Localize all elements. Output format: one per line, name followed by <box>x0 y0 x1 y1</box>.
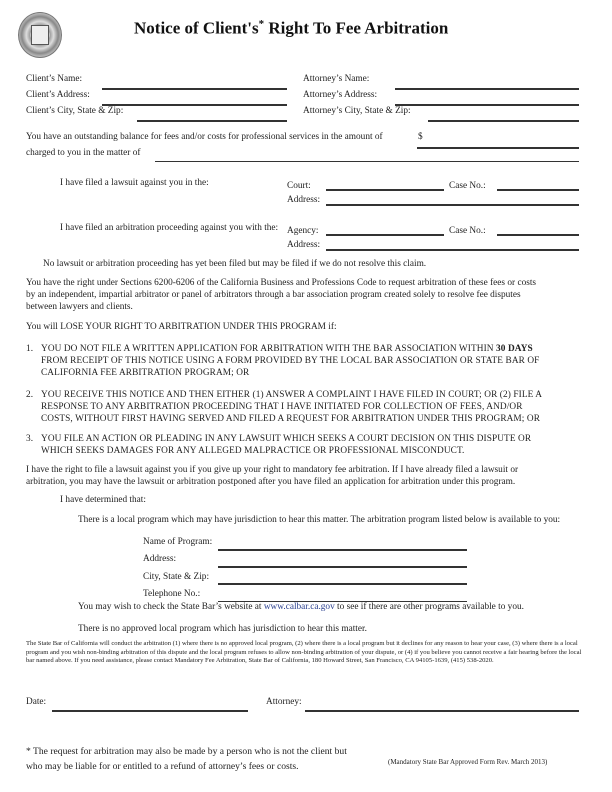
agency-address-label: Address: <box>287 240 321 250</box>
check-website-text <box>78 601 524 613</box>
agency-case-no-field[interactable] <box>497 234 579 236</box>
attorney-city-field[interactable] <box>428 120 579 122</box>
court-case-no-field[interactable] <box>497 189 579 191</box>
attorney-signature-field[interactable] <box>305 710 579 712</box>
attorney-city-label: Attorney’s City, State & Zip: <box>303 106 411 116</box>
lawsuit-right-line: arbitration, you may have the lawsuit or arbitration postponed after you have filed an application for arbitration under this program. <box>26 477 516 487</box>
client-name-label: Client’s Name: <box>26 74 83 84</box>
program-city-label: City, State & Zip: <box>143 572 210 582</box>
title-text: Notice of Client's <box>134 18 259 38</box>
court-label: Court: <box>287 181 311 191</box>
rights-line: by an independent, impartial arbitrator or panel of arbitrators through a bar association program created solely to resolve fee disputes <box>26 290 521 300</box>
client-address-label: Client’s Address: <box>26 90 90 100</box>
balance-text: You have an outstanding balance for fees and/or costs for professional services in the amount of <box>26 132 383 142</box>
program-name-field[interactable] <box>218 549 467 551</box>
client-city-label: Client’s City, State & Zip: <box>26 106 124 116</box>
form-revision: (Mandatory State Bar Approved Form Rev. March 2013) <box>388 758 548 766</box>
title-asterisk: * <box>258 18 265 30</box>
attorney-signature-label: Attorney: <box>266 697 302 707</box>
title-text-rest: Right To Fee Arbitration <box>264 18 449 38</box>
agency-field[interactable] <box>326 234 444 236</box>
lawsuit-filed-text: I have filed a lawsuit against you in the: <box>60 178 209 188</box>
agency-address-field[interactable] <box>326 249 579 251</box>
client-city-field[interactable] <box>137 120 287 122</box>
program-address-label: Address: <box>143 554 177 564</box>
dollar-sign: $ <box>418 132 423 142</box>
court-address-label: Address: <box>287 195 321 205</box>
footnote-line: * The request for arbitration may also be made by a person who is not the client but <box>26 746 347 757</box>
matter-field[interactable] <box>155 161 579 162</box>
condition-line: CALIFORNIA FEE ARBITRATION PROGRAM; OR <box>41 368 250 378</box>
condition-line: WHICH SEEKS DAMAGES FOR ANY ALLEGED MALPRACTICE OR PROFESSIONAL MISCONDUCT. <box>41 446 465 456</box>
arbitration-filed-text: I have filed an arbitration proceeding against you with the: <box>60 223 279 233</box>
condition-number: 2. <box>26 390 34 400</box>
no-lawsuit-text: No lawsuit or arbitration proceeding has yet been filed but may be filed if we do not resolve this claim. <box>43 259 427 269</box>
lose-right-heading: You will LOSE YOUR RIGHT TO ARBITRATION UNDER THIS PROGRAM if: <box>26 322 337 332</box>
local-program-text: There is a local program which may have jurisdiction to hear this matter. The arbitration program listed below is available to you: <box>78 515 561 525</box>
state-bar-seal-logo <box>18 12 62 58</box>
balance-amount-field[interactable] <box>417 147 579 149</box>
determined-heading: I have determined that: <box>60 495 146 505</box>
program-telephone-label: Telephone No.: <box>143 589 201 599</box>
program-name-label: Name of Program: <box>143 537 213 547</box>
court-field[interactable] <box>326 189 444 191</box>
attorney-address-label: Attorney’s Address: <box>303 90 378 100</box>
court-case-no-label: Case No.: <box>449 181 486 191</box>
program-address-field[interactable] <box>218 566 467 568</box>
court-address-field[interactable] <box>326 204 579 206</box>
program-city-field[interactable] <box>218 583 467 585</box>
no-local-program-text: There is no approved local program which has jurisdiction to hear this matter. <box>78 624 367 634</box>
rights-line: You have the right under Sections 6200-6206 of the California Business and Professions Code to request arbitration of these fees or costs <box>26 278 537 288</box>
condition-line <box>41 343 533 355</box>
check-website-post: to see if there are other programs available to you. <box>334 602 524 612</box>
calbar-website-link[interactable]: www.calbar.ca.gov <box>263 602 335 612</box>
date-field[interactable] <box>52 710 248 712</box>
date-label: Date: <box>26 697 47 707</box>
check-website-pre: You may wish to check the State Bar’s website at <box>78 602 264 612</box>
condition-number: 1. <box>26 344 34 354</box>
attorney-name-field[interactable] <box>395 88 579 90</box>
condition-line: YOU FILE AN ACTION OR PLEADING IN ANY LAWSUIT WHICH SEEKS A COURT DECISION ON THIS DISPUTE OR <box>41 434 532 444</box>
matter-label: charged to you in the matter of <box>26 148 141 158</box>
client-name-field[interactable] <box>102 88 287 90</box>
lawsuit-right-line: I have the right to file a lawsuit against you if you give up your right to mandatory fee arbitration. If I have already filed a lawsuit or <box>26 465 519 475</box>
condition-text: YOU DO NOT FILE A WRITTEN APPLICATION FOR ARBITRATION WITH THE BAR ASSOCIATION WITHIN <box>41 344 497 354</box>
condition-number: 3. <box>26 434 34 444</box>
agency-case-no-label: Case No.: <box>449 226 486 236</box>
client-address-field[interactable] <box>102 104 287 106</box>
condition-line: FROM RECEIPT OF THIS NOTICE USING A FORM PROVIDED BY THE LOCAL BAR ASSOCIATION OR STATE BAR OF <box>41 356 540 366</box>
page-title <box>134 18 449 38</box>
condition-line: YOU RECEIVE THIS NOTICE AND THEN EITHER (1) ANSWER A COMPLAINT I HAVE FILED IN COURT; OR (2) FILE A <box>41 390 543 400</box>
rights-line: between lawyers and clients. <box>26 302 133 312</box>
agency-label: Agency: <box>287 226 319 236</box>
condition-line: COSTS, WITHOUT FIRST HAVING SERVED AND FILED A REQUEST FOR ARBITRATION UNDER THIS PROGRAM; OR <box>41 414 541 424</box>
condition-line: RESPONSE TO ANY ARBITRATION PROCEEDING THAT I HAVE INITIATED FOR COLLECTION OF FEES, AND/OR <box>41 402 523 412</box>
state-bar-note: The State Bar of California will conduct the arbitration (1) where there is no approved local program, (2) where there is a local program but it declines for any reason to hear your case, (3) where there is a local program and you wish non-binding arbitration of this dispute and the local program refuses to allow non-binding arbitration of your dispute, or (4) if you believe you cannot receive a fair hearing before the local bar named above. If you need assistance, please contact Mandatory Fee Arbitration, State Bar of California, 180 Howard Street, San Francisco, CA 94105-1639, (415) 538-2020. <box>26 640 582 664</box>
attorney-name-label: Attorney’s Name: <box>303 74 370 84</box>
attorney-address-field[interactable] <box>395 104 579 106</box>
footnote-line: who may be liable for or entitled to a refund of attorney’s fees or costs. <box>26 761 299 772</box>
deadline-bold: 30 DAYS <box>496 344 533 354</box>
